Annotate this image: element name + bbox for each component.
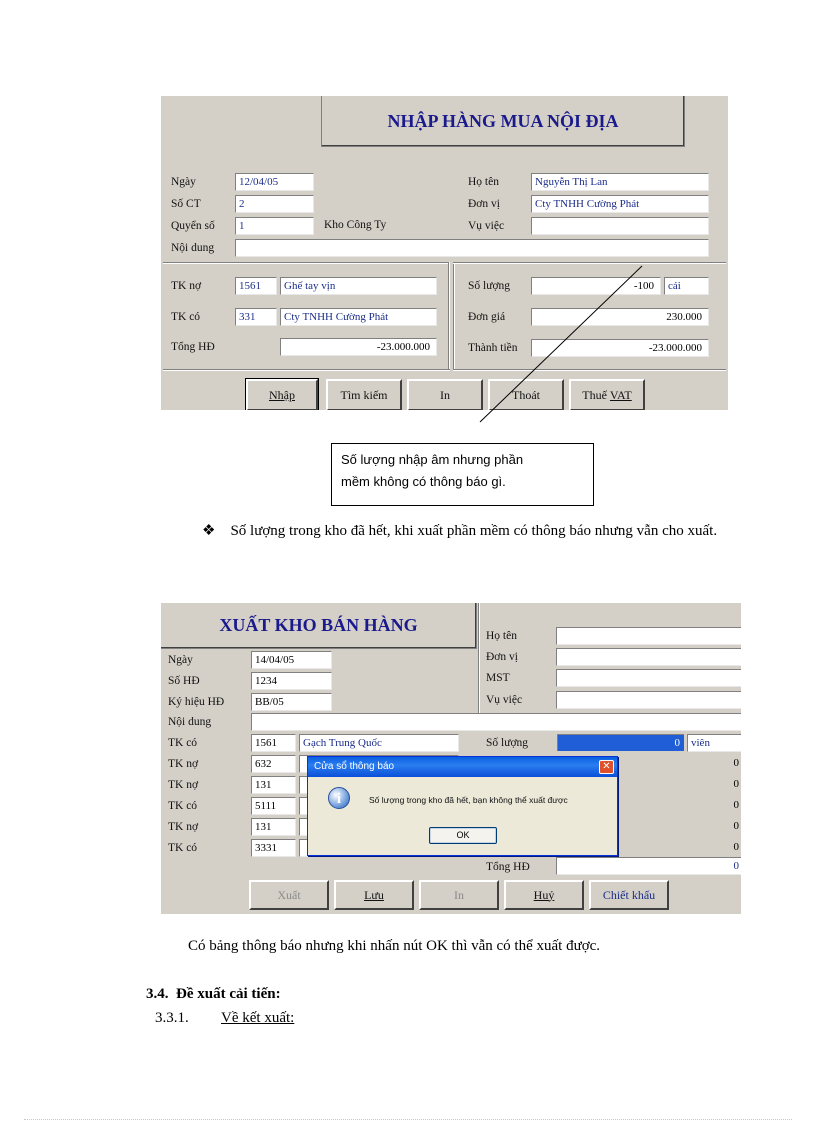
label-ngay: Ngày	[171, 176, 196, 188]
date-field[interactable]: 12/04/05	[235, 173, 314, 191]
label-don-gia: Đơn giá	[468, 311, 506, 323]
left-panel-top-border	[163, 262, 448, 264]
print-button-2[interactable]: In	[419, 880, 499, 910]
account-code[interactable]: 131	[251, 776, 296, 794]
account-label: TK nợ	[168, 779, 199, 791]
export-form-title: XUẤT KHO BÁN HÀNG	[219, 615, 418, 635]
section-number-3-4: 3.4.	[146, 986, 169, 1002]
debit-account-code[interactable]: 1561	[235, 277, 277, 295]
exit-button[interactable]: Thoát	[488, 379, 564, 410]
save-button[interactable]	[334, 880, 414, 910]
label-so-hd: Số HĐ	[168, 675, 200, 687]
callout-pointer-line	[470, 262, 650, 427]
quantity-selected-field[interactable]	[557, 734, 684, 751]
account-label: TK nợ	[168, 758, 199, 770]
invoice-number-field[interactable]: 1234	[251, 672, 332, 690]
callout-line-1: Số lượng nhập âm nhưng phần	[341, 452, 524, 467]
right-value: 0	[733, 820, 739, 832]
label-ky-hieu: Ký hiệu HĐ	[168, 696, 225, 708]
book-number-field[interactable]: 1	[235, 217, 314, 235]
label-noi-dung: Nội dung	[171, 242, 215, 254]
export-button[interactable]: Xuất	[249, 880, 329, 910]
description-field[interactable]	[235, 239, 709, 257]
label-so-luong-2: Số lượng	[486, 737, 529, 749]
credit-account-code[interactable]: 331	[235, 308, 277, 326]
body-paragraph	[104, 521, 736, 542]
section-heading-3-4	[146, 986, 281, 1003]
invoice-symbol-field[interactable]: BB/05	[251, 693, 332, 711]
label-thanh-tien: Thành tiền	[468, 342, 518, 354]
label-tong-hd: Tổng HĐ	[171, 341, 215, 353]
unit-price-field[interactable]: 230.000	[531, 308, 709, 326]
label-mst: MST	[486, 672, 510, 684]
account-label: TK có	[168, 842, 198, 854]
account-label: TK có	[168, 800, 198, 812]
account-label: TK nợ	[168, 821, 199, 833]
import-button-label: Nhập	[269, 387, 295, 402]
label-ho-ten-2: Họ tên	[486, 630, 517, 642]
export-case-field[interactable]	[556, 691, 741, 709]
label-tong-hd-2: Tổng HĐ	[486, 861, 530, 873]
left-panel-bottom-border	[163, 369, 450, 371]
customer-name-field[interactable]: Nguyễn Thị Lan	[531, 173, 709, 191]
label-vu-viec: Vụ việc	[468, 220, 505, 232]
right-panel-left-border	[453, 262, 455, 370]
bullet-diamond-icon: ❖	[202, 523, 216, 539]
search-button[interactable]: Tìm kiếm	[326, 379, 402, 410]
tax-code-field[interactable]	[556, 669, 741, 687]
invoice-total-field[interactable]: -23.000.000	[280, 338, 437, 356]
dialog-titlebar	[308, 757, 617, 777]
close-icon[interactable]: ✕	[599, 760, 614, 774]
account-code[interactable]: 5111	[251, 797, 296, 815]
section-heading-3-3-1	[155, 1010, 294, 1027]
label-vu-viec-2: Vụ việc	[486, 694, 523, 706]
export-company-field[interactable]	[556, 648, 741, 666]
right-value: 0	[733, 799, 739, 811]
left-panel-right-border	[448, 262, 450, 370]
import-button[interactable]	[246, 379, 318, 410]
voucher-number-field[interactable]: 2	[235, 195, 314, 213]
warehouse-label: Kho Công Ty	[324, 219, 387, 231]
label-tk-co: TK có	[171, 311, 201, 323]
account-code[interactable]: 131	[251, 818, 296, 836]
callout-line-2: mềm không có thông báo gì.	[341, 474, 506, 489]
ok-button[interactable]: OK	[429, 827, 497, 844]
export-date-field[interactable]: 14/04/05	[251, 651, 332, 669]
print-button[interactable]: In	[407, 379, 483, 410]
quantity-highlight	[558, 735, 684, 751]
export-unit-field[interactable]: viên	[687, 734, 741, 752]
dialog-title: Cửa sổ thông báo	[314, 761, 395, 772]
section-number-3-3-1: 3.3.1.	[155, 1010, 189, 1026]
case-field[interactable]	[531, 217, 709, 235]
right-value: 0	[733, 757, 739, 769]
label-so-luong: Số lượng	[468, 280, 511, 292]
quantity-field[interactable]: -100	[531, 277, 661, 295]
label-so-ct: Số CT	[171, 198, 201, 210]
cancel-button[interactable]	[504, 880, 584, 910]
company-field[interactable]: Cty TNHH Cường Phát	[531, 195, 709, 213]
vat-button-underlined: VAT	[609, 387, 632, 402]
account-code[interactable]: 632	[251, 755, 296, 773]
export-form-title-box	[161, 603, 477, 649]
right-value: 0	[733, 778, 739, 790]
account-label: TK có	[168, 737, 198, 749]
save-button-label: Lưu	[364, 887, 384, 902]
export-description-field[interactable]	[251, 713, 741, 731]
right-value: 0	[733, 841, 739, 853]
figure-caption: Có bảng thông báo nhưng khi nhấn nút OK thì vẫn có thể xuất được.	[188, 938, 601, 954]
section-title-3-3-1: Về kết xuất:	[221, 1010, 295, 1026]
label-quyen-so: Quyển số	[171, 220, 215, 232]
export-customer-field[interactable]	[556, 627, 741, 645]
notice-dialog	[307, 756, 618, 856]
label-ngay-2: Ngày	[168, 654, 193, 666]
label-ho-ten: Họ tên	[468, 176, 499, 188]
quantity-value: 0	[674, 737, 680, 749]
account-name[interactable]: Gạch Trung Quốc	[299, 734, 459, 752]
info-icon: i	[328, 787, 350, 809]
export-form-screenshot	[161, 603, 741, 914]
amount-field[interactable]: -23.000.000	[531, 339, 709, 357]
export-total-field[interactable]: 0	[556, 857, 741, 875]
account-code[interactable]: 3331	[251, 839, 296, 857]
discount-button[interactable]: Chiết khấu	[589, 880, 669, 910]
page-bottom-rule	[24, 1119, 792, 1120]
dialog-message: Số lượng trong kho đã hết, bạn không thể xuất được	[369, 795, 568, 805]
cancel-button-label: Huỷ	[533, 887, 555, 902]
header-divider	[478, 603, 480, 731]
vat-button-prefix: Thuế	[582, 387, 607, 402]
unit-field[interactable]: cái	[664, 277, 709, 295]
import-form-title-box	[321, 96, 685, 147]
import-form-title: NHẬP HÀNG MUA NỘI ĐỊA	[387, 110, 619, 131]
label-don-vi: Đơn vị	[468, 198, 500, 210]
label-noi-dung-2: Nội dung	[168, 716, 212, 728]
paragraph-text: Số lượng trong kho đã hết, khi xuất phần mềm có thông báo nhưng vẫn cho xuất.	[230, 523, 718, 539]
callout-note	[331, 443, 594, 506]
debit-account-name[interactable]: Ghế tay vịn	[280, 277, 437, 295]
label-don-vi-2: Đơn vị	[486, 651, 518, 663]
credit-account-name[interactable]: Cty TNHH Cường Phát	[280, 308, 437, 326]
label-tk-no: TK nợ	[171, 280, 202, 292]
section-title-3-4: Đề xuất cải tiến:	[176, 986, 281, 1002]
account-code[interactable]: 1561	[251, 734, 296, 752]
